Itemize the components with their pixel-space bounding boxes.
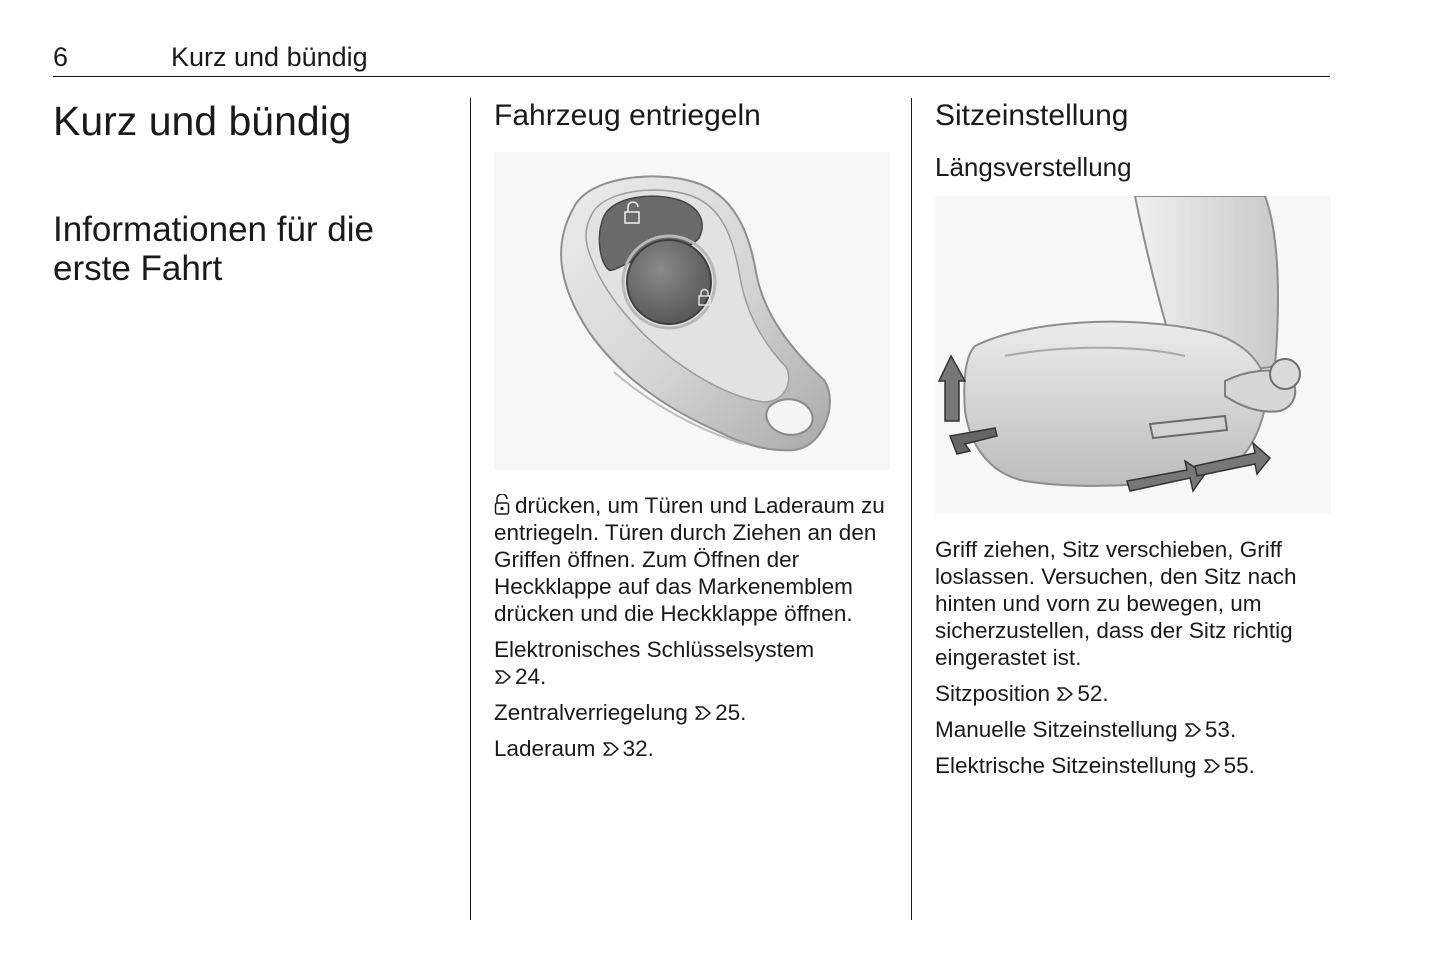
column-intro xyxy=(53,96,443,288)
ref-page: 32. xyxy=(622,736,654,761)
ref-page: 24. xyxy=(515,664,547,689)
ref-page: 52. xyxy=(1077,681,1109,706)
seat-figure xyxy=(935,196,1331,514)
ref-page: 55. xyxy=(1223,753,1255,778)
key-fob-figure xyxy=(494,152,890,470)
subsection-title: Längsverstellung xyxy=(935,152,1132,182)
cross-reference[interactable] xyxy=(935,716,1333,743)
column-divider-1 xyxy=(470,98,471,920)
ref-label: Laderaum xyxy=(494,736,596,761)
section-title-unlock: Fahrzeug entriegeln xyxy=(494,99,761,132)
ref-label: Sitzposition xyxy=(935,681,1051,706)
section-intro-title: Informationen für die erste Fahrt xyxy=(53,210,375,288)
ref-page: 25. xyxy=(715,700,747,725)
unlock-instructions-text: drücken, um Türen und Laderaum zu entriegeln. Türen durch Ziehen an den Griffen öffnen. Zum Öffnen der Heckklappe auf das Markenemblem drücken und die Heckklappe öffnen. xyxy=(494,493,885,626)
page-reference-arrow-icon xyxy=(494,668,512,686)
page-reference-arrow-icon xyxy=(1184,721,1202,739)
up-arrow-icon xyxy=(939,356,965,421)
cross-reference[interactable] xyxy=(494,636,892,690)
page-header xyxy=(53,40,1330,77)
ref-label: Elektrische Sitzeinstellung xyxy=(935,753,1197,778)
chapter-title: Kurz und bündig xyxy=(53,98,352,144)
seat-illustration xyxy=(935,196,1331,514)
cross-reference[interactable] xyxy=(935,752,1333,779)
seat-instructions: Griff ziehen, Sitz verschieben, Griff loslassen. Versuchen, den Sitz nach hinten und vorn zu bewegen, um sicherzustellen, dass der Sitz richtig eingerastet ist. xyxy=(935,537,1297,670)
key-fob-illustration xyxy=(494,152,890,470)
page-reference-arrow-icon xyxy=(694,704,712,722)
page-number: 6 xyxy=(53,42,69,72)
cross-reference[interactable] xyxy=(935,680,1333,707)
section-title-seat: Sitzeinstellung xyxy=(935,99,1129,132)
column-divider-2 xyxy=(911,98,912,920)
unlock-instructions xyxy=(494,492,892,627)
page-reference-arrow-icon xyxy=(1203,757,1221,775)
ref-label: Zentralverriegelung xyxy=(494,700,688,725)
unlock-symbol-icon xyxy=(494,494,510,516)
running-title: Kurz und bündig xyxy=(171,42,368,72)
ref-label: Elektronisches Schlüsselsystem xyxy=(494,637,815,662)
ref-page: 53. xyxy=(1204,717,1237,742)
column-seat xyxy=(935,96,1333,779)
ref-label: Manuelle Sitzeinstellung xyxy=(935,717,1178,742)
cross-reference[interactable] xyxy=(494,735,892,762)
page-reference-arrow-icon xyxy=(1056,685,1074,703)
cross-reference[interactable] xyxy=(494,699,892,726)
column-unlock xyxy=(494,96,892,762)
page-reference-arrow-icon xyxy=(602,740,620,758)
